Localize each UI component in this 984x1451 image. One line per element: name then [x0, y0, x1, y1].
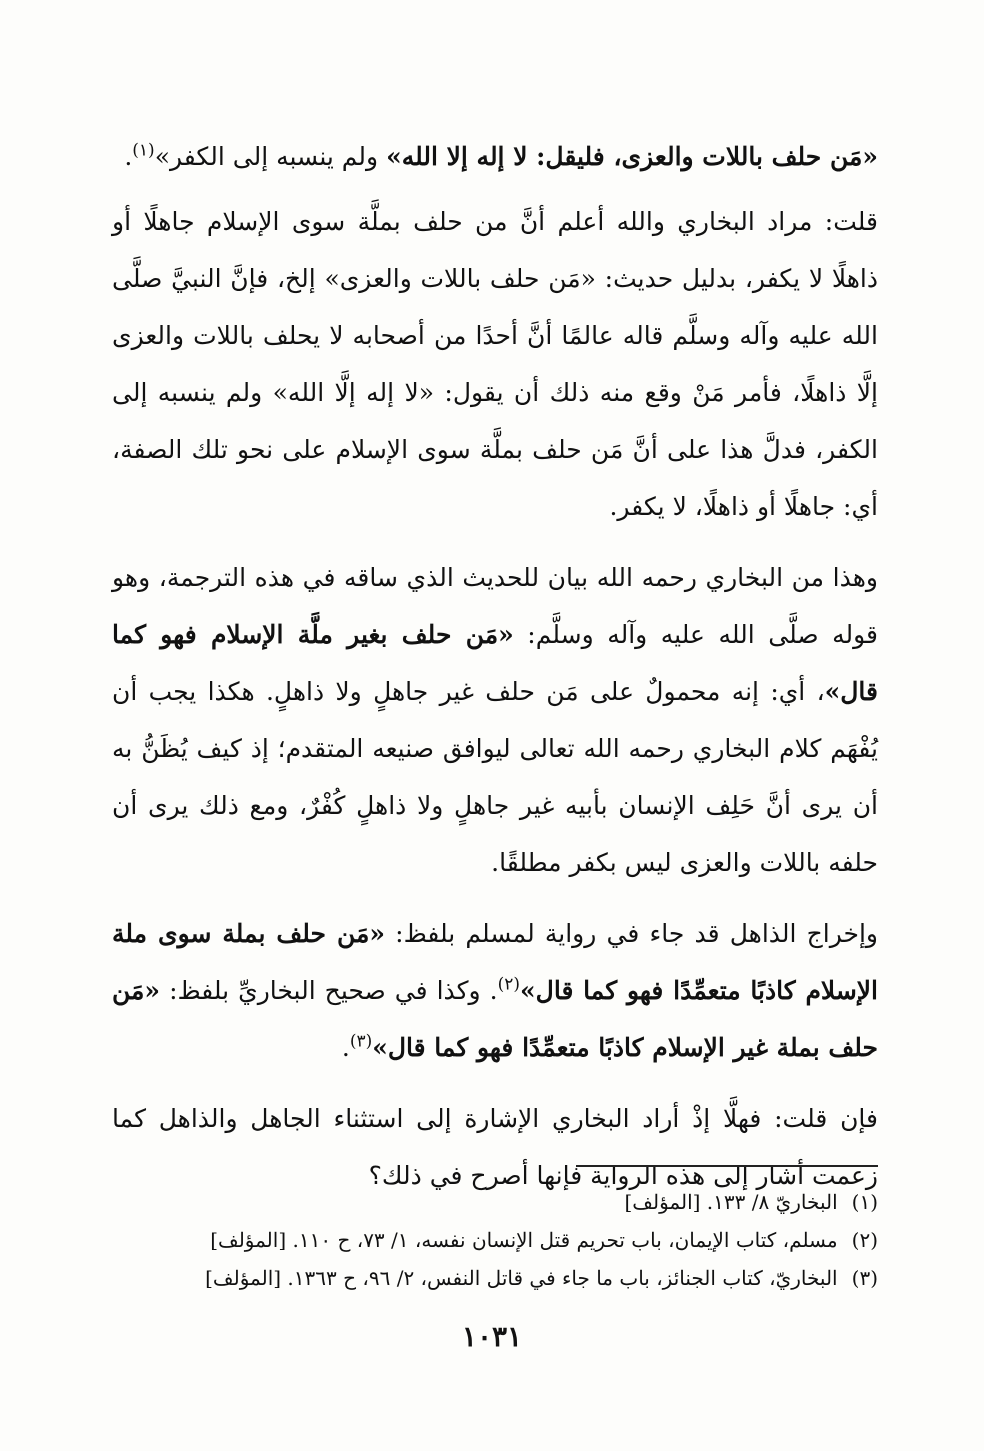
paragraph-text: . وكذا في صحيح البخاريِّ بلفظ:: [160, 976, 498, 1005]
footnote-marker-2: (٢): [497, 974, 521, 995]
hadith-quote: «مَن حلف بغير ملَّة الإسلام فهو كما قال»: [112, 620, 878, 706]
footnotes: [112, 1183, 878, 1297]
footnote-marker-3: (٣): [349, 1031, 373, 1052]
footnote-number: (١): [851, 1190, 878, 1214]
paragraph-text: .: [341, 1033, 350, 1062]
main-text: [112, 128, 878, 1218]
footnote-number: (٣): [851, 1266, 878, 1290]
paragraph-text: وهذا من البخاري رحمه الله بيان للحديث الذي ساقه في هذه الترجمة، وهو قوله صلَّى الله عليه وآله وسلَّم:: [112, 563, 878, 649]
footnote-separator: [576, 1165, 878, 1167]
footnote-1: [112, 1183, 878, 1221]
paragraph-text: ولم ينسبه إلى الكفر»: [154, 142, 387, 171]
footnote-number: (٢): [851, 1228, 878, 1252]
footnote-text: البخاريّ، كتاب الجنائز، باب ما جاء في قاتل النفس، ٢/ ٩٦، ح ١٣٦٣. [المؤلف]: [205, 1266, 838, 1290]
paragraph-1: [112, 128, 878, 185]
paragraph-text: .: [124, 142, 133, 171]
footnote-2: [112, 1221, 878, 1259]
hadith-quote: «مَن حلف بملة غير الإسلام كاذبًا متعمِّدًا فهو كما قال»: [112, 976, 878, 1062]
footnote-text: البخاريّ ٨/ ١٣٣. [المؤلف]: [624, 1190, 838, 1214]
hadith-quote: «مَن حلف باللات والعزى، فليقل: لا إله إلا الله»: [386, 142, 878, 171]
paragraph-text: وإخراج الذاهل قد جاء في رواية لمسلم بلفظ:: [385, 919, 878, 948]
footnote-3: [112, 1259, 878, 1297]
footnote-text: مسلم، كتاب الإيمان، باب تحريم قتل الإنسان نفسه، ١/ ٧٣، ح ١١٠. [المؤلف]: [210, 1228, 838, 1252]
hadith-quote: «مَن حلف بملة سوى ملة الإسلام كاذبًا متعمِّدًا فهو كما قال»: [112, 919, 878, 1005]
footnote-marker-1: (١): [132, 140, 155, 161]
paragraph-4: [112, 905, 878, 1076]
paragraph-3: [112, 549, 878, 891]
page-number: ١٠٣١: [461, 1320, 523, 1353]
paragraph-text: ، أي: إنه محمولٌ على مَن حلف غير جاهلٍ ولا ذاهلٍ. هكذا يجب أن يُفْهَم كلام البخاري رحمه الله تعالى ليوافق صنيعه المتقدم؛ إذ كيف يُظَنُّ به أن يرى أنَّ حَلِف الإنسان بأبيه غير جاهلٍ ولا ذاهلٍ كُفْرٌ، ومع ذلك يرى أن حلفه باللات والعزى ليس بكفر مطلقًا.: [112, 677, 878, 877]
paragraph-2: قلت: مراد البخاري والله أعلم أنَّ من حلف بملَّة سوى الإسلام جاهلًا أو ذاهلًا لا يكفر، بدليل حديث: «مَن حلف باللات والعزى» إلخ، فإنَّ النبيَّ صلَّى الله عليه وآله وسلَّم قاله عالمًا أنَّ أحدًا من أصحابه لا يحلف باللات والعزى إلَّا ذاهلًا، فأمر مَنْ وقع منه ذلك أن يقول: «لا إله إلَّا الله» ولم ينسبه إلى الكفر، فدلَّ هذا على أنَّ مَن حلف بملَّة سوى الإسلام على نحو تلك الصفة، أي: جاهلًا أو ذاهلًا، لا يكفر.: [112, 207, 878, 521]
paragraph-5: فإن قلت: فهلَّا إذْ أراد البخاري الإشارة إلى استثناء الجاهل والذاهل كما زعمت أشار إلى هذه الرواية فإنها أصرح في ذلك؟: [112, 1104, 878, 1190]
